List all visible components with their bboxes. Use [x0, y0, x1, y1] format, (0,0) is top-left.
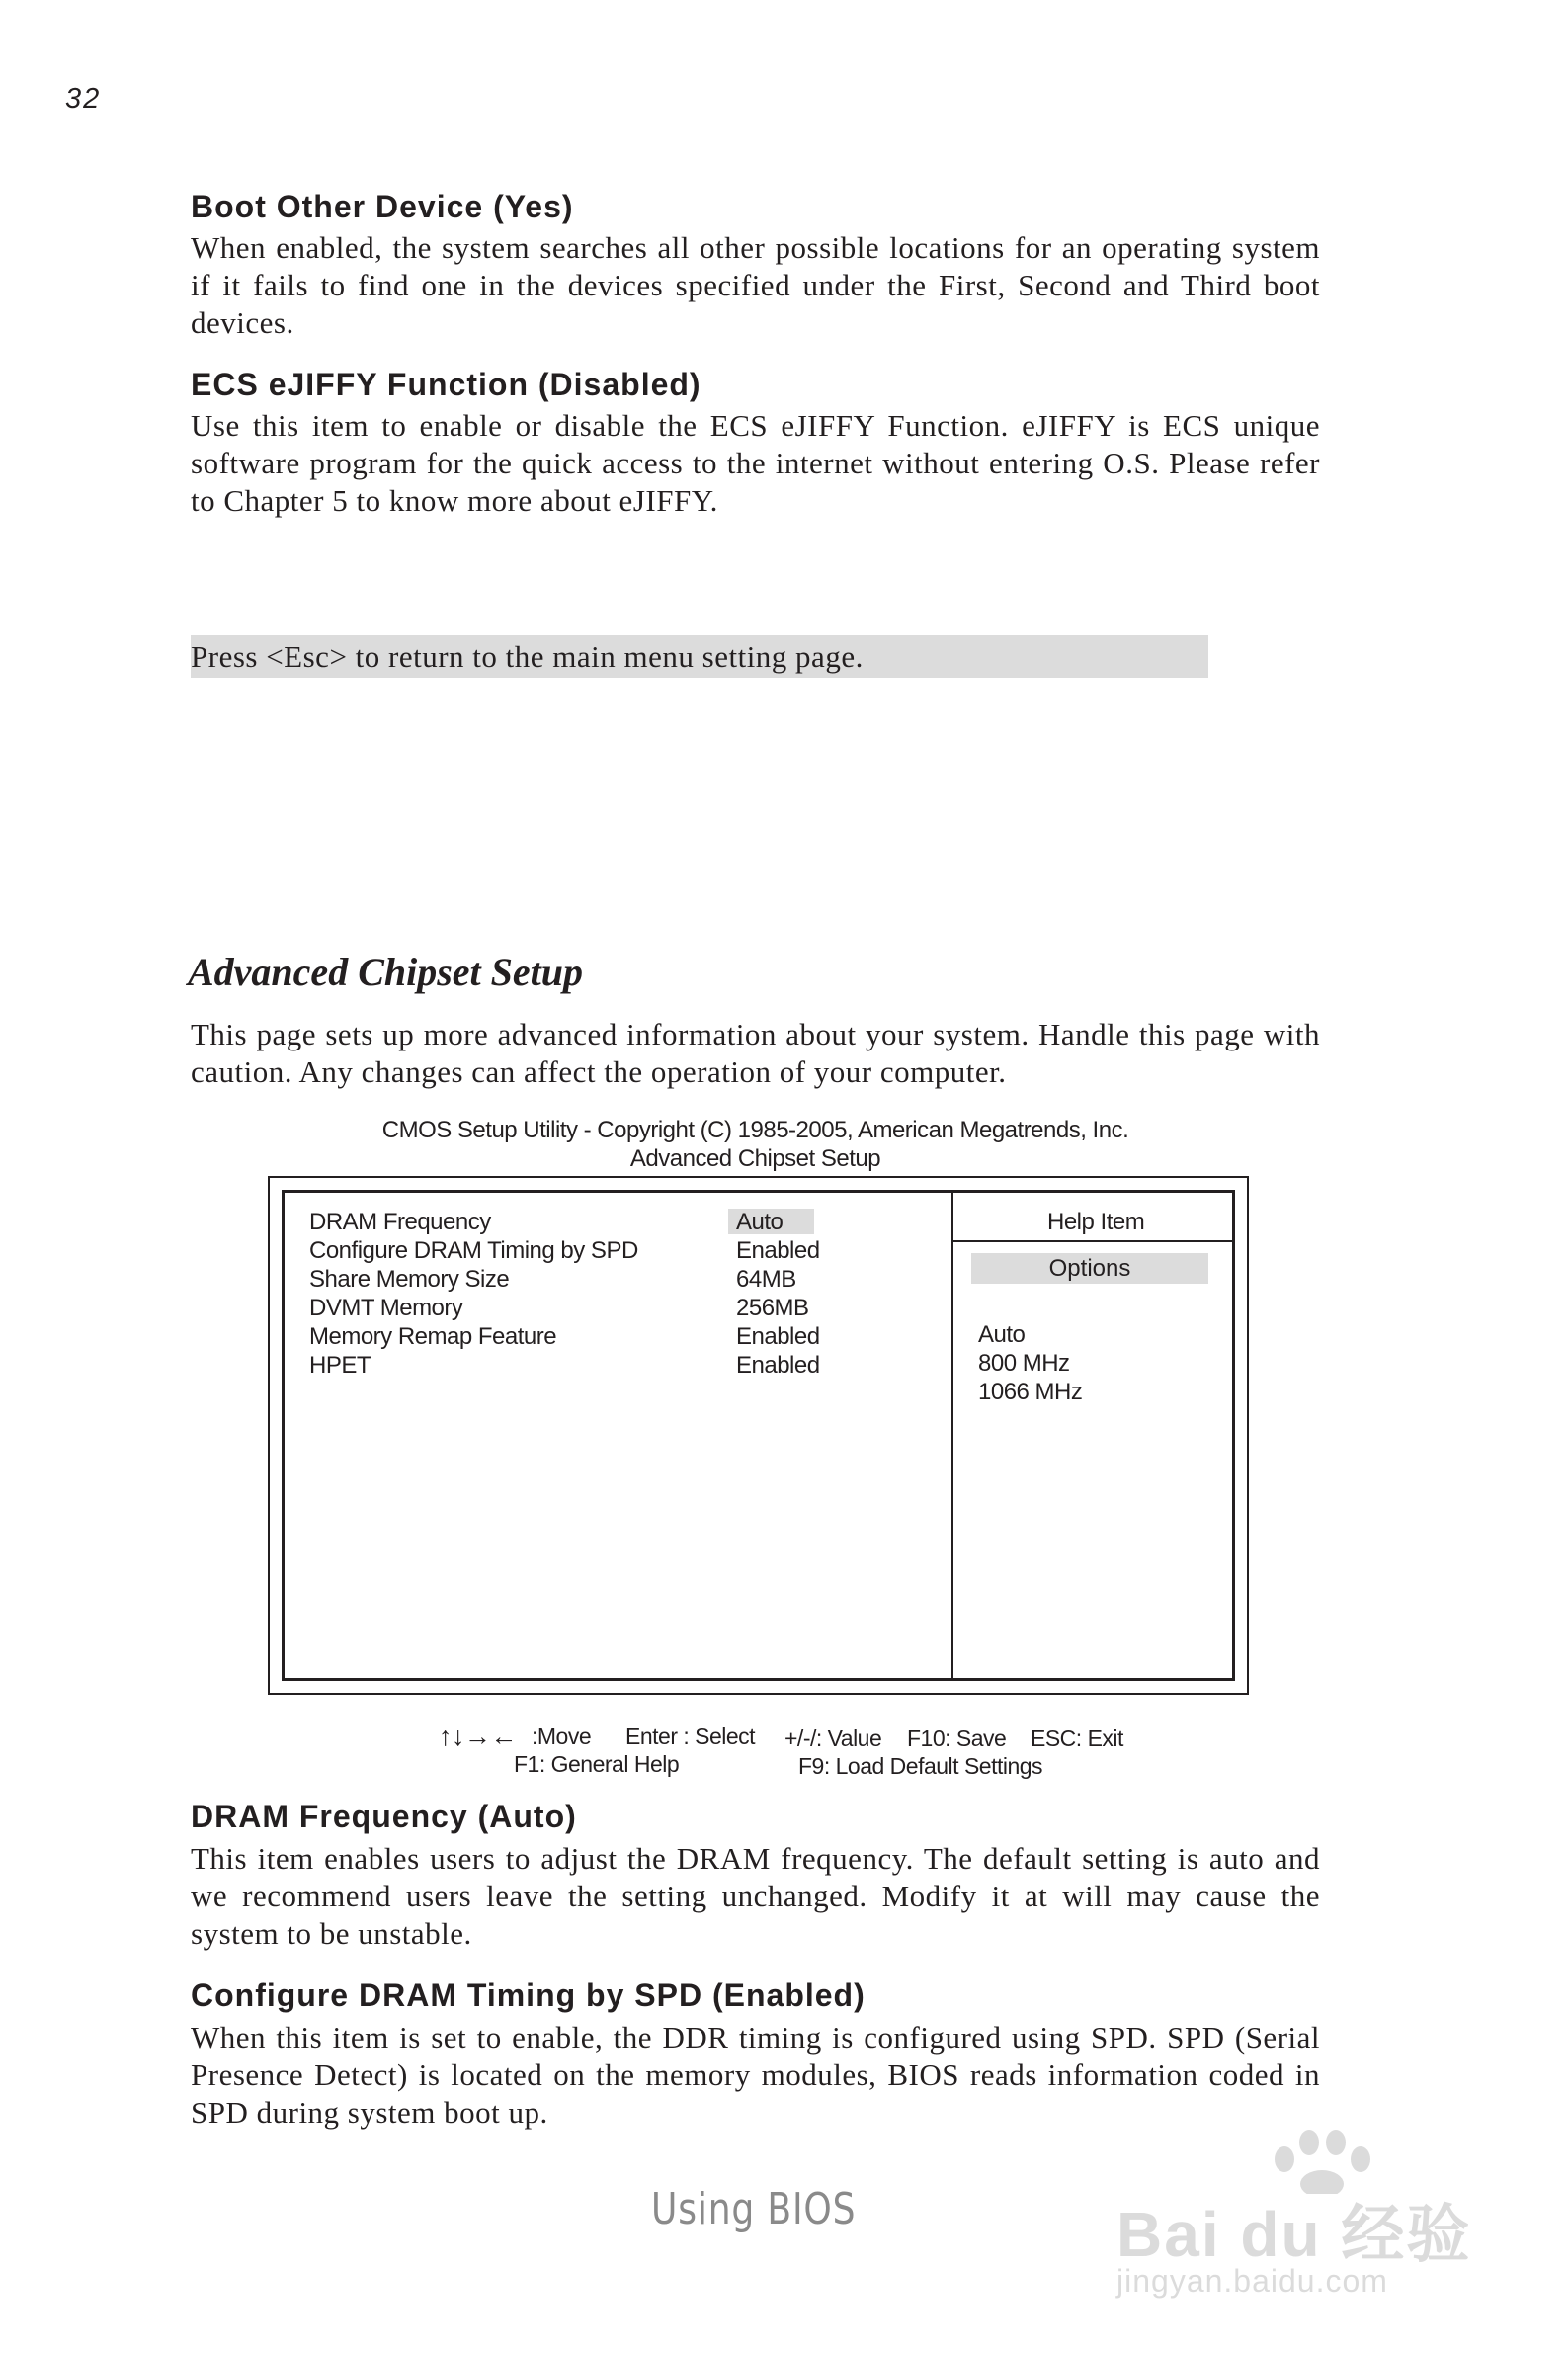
- setting-label-share-memory[interactable]: Share Memory Size: [309, 1266, 510, 1293]
- key-help: F1: General Help: [514, 1751, 680, 1777]
- key-defaults: F9: Load Default Settings: [798, 1753, 1043, 1779]
- section-dram-frequency: [191, 1798, 1320, 1953]
- key-move: :Move: [532, 1723, 592, 1749]
- setting-label-dvmt-memory[interactable]: DVMT Memory: [309, 1295, 463, 1321]
- setting-value-memory-remap[interactable]: Enabled: [736, 1323, 820, 1350]
- option-item[interactable]: 800 MHz: [978, 1350, 1070, 1377]
- help-item-title: Help Item: [1047, 1209, 1145, 1235]
- option-item[interactable]: 1066 MHz: [978, 1379, 1083, 1405]
- bios-caption-line1: CMOS Setup Utility - Copyright (C) 1985-2005, American Megatrends, Inc.: [381, 1117, 1129, 1143]
- section-text: When this item is set to enable, the DDR timing is configured using SPD. SPD (Serial Presence Detect) is located on the memory modules, BIOS reads information coded in SPD during system boot up.: [191, 2020, 1320, 2130]
- key-save: F10: Save: [907, 1725, 1007, 1751]
- arrow-keys-icon: ↑↓→←: [439, 1722, 517, 1751]
- section-text: Use this item to enable or disable the ECS eJIFFY Function. eJIFFY is ECS unique software program for the quick access to the internet without entering O.S. Please refer to Chapter 5 to know more about eJIFFY.: [191, 408, 1320, 518]
- section-text: When enabled, the system searches all other possible locations for an operating system if it fails to find one in the devices specified under the First, Second and Third boot devices.: [191, 230, 1320, 340]
- advanced-intro: [191, 1016, 1320, 1091]
- page-number: 32: [65, 83, 102, 115]
- watermark-brand: Bai du 经验: [1116, 2199, 1472, 2270]
- options-header: Options: [971, 1253, 1208, 1284]
- help-divider: [951, 1240, 1235, 1242]
- option-item[interactable]: Auto: [978, 1321, 1026, 1348]
- baidu-watermark: [1116, 2125, 1492, 2303]
- key-exit: ESC: Exit: [1031, 1725, 1123, 1751]
- section-heading: ECS eJIFFY Function (Disabled): [191, 367, 701, 402]
- setting-value-dram-timing-spd[interactable]: Enabled: [736, 1237, 820, 1264]
- section-heading: Boot Other Device (Yes): [191, 189, 574, 224]
- section-text: This item enables users to adjust the DRAM frequency. The default setting is auto and we recommend users leave the setting unchanged. Modify it at will may cause the system to be unstable.: [191, 1841, 1320, 1951]
- section-heading: DRAM Frequency (Auto): [191, 1799, 577, 1834]
- advanced-title: Advanced Chipset Setup: [188, 950, 584, 994]
- bios-divider: [951, 1190, 953, 1681]
- section-ecs-ejiffy: [191, 366, 1320, 520]
- esc-note: Press <Esc> to return to the main menu setting page.: [191, 635, 1208, 678]
- setting-label-hpet[interactable]: HPET: [309, 1352, 371, 1379]
- key-enter: Enter : Select: [625, 1723, 756, 1749]
- setting-label-dram-timing-spd[interactable]: Configure DRAM Timing by SPD: [309, 1237, 638, 1264]
- section-heading: Configure DRAM Timing by SPD (Enabled): [191, 1977, 866, 2013]
- footer-title: Using BIOS: [651, 2184, 857, 2234]
- setting-value-share-memory[interactable]: 64MB: [736, 1266, 796, 1293]
- key-value: +/-/: Value: [784, 1725, 882, 1751]
- setting-value-hpet[interactable]: Enabled: [736, 1352, 820, 1379]
- watermark-url: jingyan.baidu.com: [1116, 2263, 1388, 2299]
- setting-value-dram-frequency[interactable]: Auto: [736, 1209, 784, 1235]
- setting-value-dvmt-memory[interactable]: 256MB: [736, 1295, 809, 1321]
- bios-caption-line2: Advanced Chipset Setup: [629, 1145, 881, 1172]
- section-boot-other-device: [191, 188, 1320, 342]
- setting-label-memory-remap[interactable]: Memory Remap Feature: [309, 1323, 557, 1350]
- intro-text: This page sets up more advanced information about your system. Handle this page with caution. Any changes can affect the operation of your computer.: [191, 1017, 1320, 1089]
- setting-label-dram-frequency[interactable]: DRAM Frequency: [309, 1209, 491, 1235]
- section-dram-timing-spd: [191, 1976, 1320, 2132]
